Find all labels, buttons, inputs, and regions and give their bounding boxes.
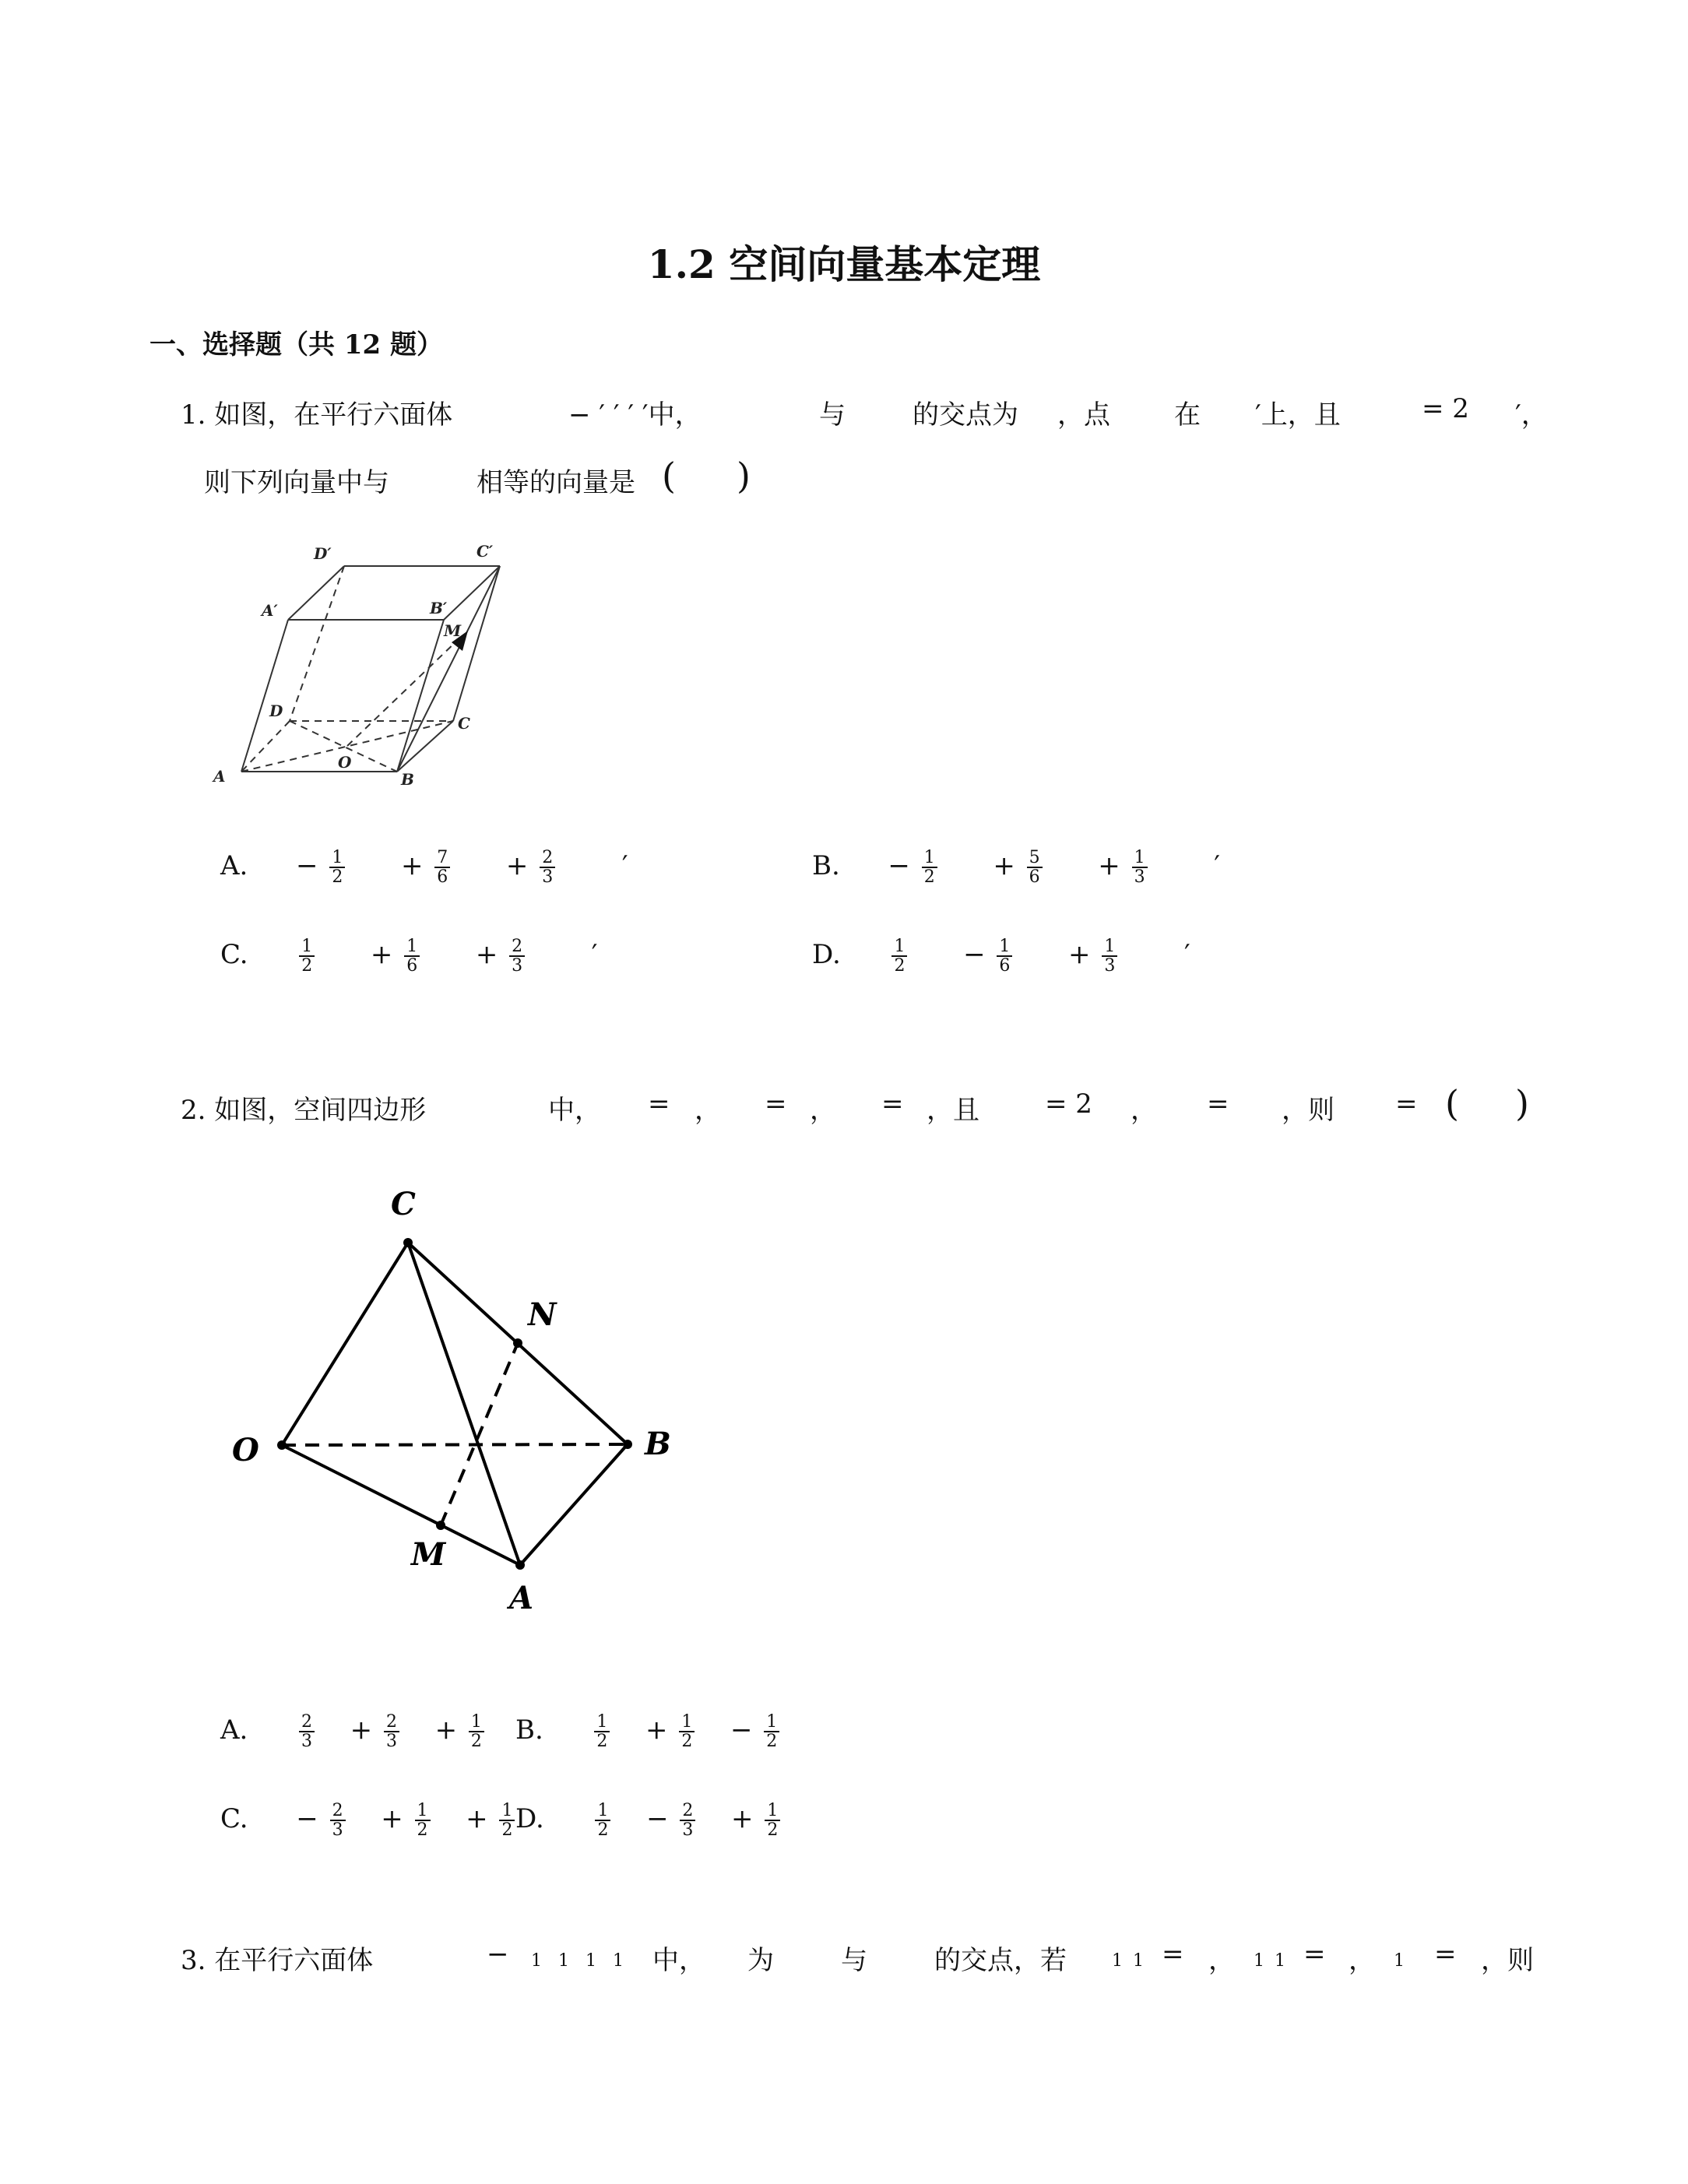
label-N: N	[528, 1296, 557, 1333]
q2-text-10: ，	[1131, 1095, 1157, 1126]
prime-mark: ′	[1183, 939, 1190, 971]
q1-text-10: 则下列向量中与	[204, 467, 389, 498]
option-label: D.	[812, 939, 841, 971]
q2-text-1: 2. 如图，空间四边形	[181, 1095, 427, 1126]
q3-text-4: 为	[747, 1945, 774, 1976]
fraction: $\frac{1}{2}$	[922, 849, 937, 886]
label-D: D	[269, 702, 283, 720]
q1-text-3: 与	[819, 399, 846, 431]
fraction: $\frac{1}{2}$	[595, 1802, 610, 1839]
label-O: O	[338, 753, 352, 772]
q2-text-2: 中，	[548, 1095, 601, 1126]
edge-DpD	[290, 566, 344, 721]
point-A	[515, 1560, 525, 1570]
q1-option-c[interactable]	[220, 937, 597, 975]
q1-text-2: − ′ ′ ′ ′中，	[568, 399, 702, 431]
sign: +	[370, 939, 393, 971]
q1-text-11: 相等的向量是	[477, 467, 635, 498]
q1-text-7: ′上，且	[1255, 399, 1341, 431]
point-O	[277, 1440, 287, 1450]
option-label: A.	[220, 850, 248, 882]
option-label: C.	[220, 939, 248, 971]
fraction: $\frac{1}{2}$	[594, 1713, 610, 1750]
q1-text-5: ，点	[1057, 399, 1110, 431]
edge-ApA	[241, 620, 288, 772]
sign: +	[475, 939, 498, 971]
sign: +	[350, 1714, 373, 1746]
option-label: D.	[515, 1803, 544, 1835]
edge-ApDp	[288, 566, 344, 620]
label-Bp: B′	[430, 599, 448, 617]
q2-option-d[interactable]	[515, 1802, 783, 1839]
fraction: $\frac{2}{3}$	[540, 849, 555, 886]
q2-text-7: =	[881, 1088, 904, 1120]
fraction: $\frac{2}{3}$	[330, 1802, 346, 1839]
q2-text-3: =	[648, 1088, 670, 1120]
point-C	[403, 1238, 413, 1247]
q2-answer-paren-open: (	[1445, 1082, 1459, 1124]
edge-AB	[520, 1444, 628, 1565]
q2-option-c[interactable]	[220, 1802, 518, 1839]
fraction: $\frac{1}{2}$	[764, 1713, 779, 1750]
label-B: B	[401, 770, 414, 789]
sign: −	[963, 939, 986, 971]
fraction: $\frac{1}{2}$	[469, 1713, 484, 1750]
q1-text-9: ′，	[1515, 399, 1548, 431]
sign: +	[731, 1803, 754, 1835]
fraction: $\frac{1}{2}$	[679, 1713, 695, 1750]
label-A: A	[213, 767, 226, 786]
q3-text-7: =	[1162, 1939, 1184, 1970]
q2-text-4: ，	[695, 1095, 721, 1126]
edge-BpB	[397, 620, 444, 772]
q1-text-6: 在	[1174, 399, 1201, 431]
prime-mark: ′	[591, 939, 598, 971]
fraction: $\frac{1}{6}$	[997, 937, 1012, 975]
q3-text-6: 的交点，若	[934, 1945, 1067, 1976]
q2-text-6: ，	[810, 1095, 836, 1126]
fraction: $\frac{1}{6}$	[404, 937, 420, 975]
fraction: $\frac{2}{3}$	[509, 937, 525, 975]
sign: −	[888, 850, 910, 882]
fraction: $\frac{1}{2}$	[329, 849, 345, 886]
label-C: C	[391, 1186, 416, 1222]
q3-text-11: =	[1434, 1939, 1457, 1970]
q2-text-12: ，则	[1282, 1095, 1335, 1126]
q2-option-b[interactable]	[515, 1713, 782, 1750]
q3-text-9: =	[1303, 1939, 1326, 1970]
fraction: $\frac{2}{3}$	[680, 1802, 695, 1839]
q1-option-d[interactable]	[812, 937, 1190, 975]
sign: +	[645, 1714, 668, 1746]
fraction: $\frac{1}{2}$	[415, 1802, 431, 1839]
prime-mark: ′	[621, 850, 628, 882]
q1-text-8: = 2	[1422, 393, 1469, 424]
label-Dp: D′	[314, 544, 332, 563]
q1-option-b[interactable]	[812, 849, 1220, 886]
q3-subscripts-3: 1 1	[1254, 1951, 1285, 1971]
fraction: $\frac{7}{6}$	[434, 849, 450, 886]
sign: −	[296, 1803, 318, 1835]
prime-mark: ′	[1214, 850, 1220, 882]
label-M: M	[411, 1536, 446, 1573]
q1-answer-paren-open: (	[662, 455, 676, 497]
q2-text-5: =	[765, 1088, 787, 1120]
sign: +	[1068, 939, 1091, 971]
fraction: $\frac{2}{3}$	[384, 1713, 399, 1750]
q3-text-5: 与	[841, 1945, 867, 1976]
q3-subscripts-4: 1	[1394, 1951, 1405, 1971]
sign: −	[730, 1714, 753, 1746]
fraction: $\frac{1}{2}$	[299, 937, 315, 975]
label-B: B	[645, 1426, 671, 1462]
sign: +	[993, 850, 1015, 882]
point-N	[513, 1338, 522, 1348]
fraction: $\frac{1}{3}$	[1132, 849, 1148, 886]
edge-OB	[282, 1444, 628, 1445]
q3-text-3: 中，	[652, 1945, 705, 1976]
q3-text-1: 3. 在平行六面体	[181, 1945, 374, 1976]
edge-OC	[282, 1243, 408, 1445]
section-heading: 一、选择题（共 12 题）	[149, 329, 443, 360]
q2-answer-paren-close: )	[1515, 1082, 1529, 1124]
q3-text-2: −	[487, 1939, 509, 1970]
sign: −	[296, 850, 318, 882]
q2-option-a[interactable]	[220, 1713, 487, 1750]
option-label: B.	[812, 850, 840, 882]
q1-text-4: 的交点为	[913, 399, 1018, 431]
label-A: A	[509, 1580, 534, 1616]
q2-text-9: = 2	[1045, 1088, 1092, 1120]
q1-text-1: 1. 如图，在平行六面体	[181, 399, 453, 431]
fraction: $\frac{5}{6}$	[1027, 849, 1043, 886]
q1-option-a[interactable]	[220, 849, 628, 886]
sign: +	[400, 850, 424, 882]
sign: +	[1098, 850, 1120, 882]
sign: −	[646, 1803, 669, 1835]
edge-BCp	[397, 566, 500, 772]
label-M: M	[444, 621, 462, 640]
q3-text-10: ，	[1349, 1945, 1375, 1976]
sign: +	[466, 1803, 488, 1835]
q2-text-11: =	[1207, 1088, 1229, 1120]
q2-text-8: ，且	[927, 1095, 979, 1126]
sign: +	[434, 1714, 458, 1746]
label-Cp: C′	[477, 542, 494, 561]
fraction: $\frac{1}{3}$	[1102, 937, 1117, 975]
option-label: A.	[220, 1714, 248, 1746]
fraction: $\frac{1}{2}$	[891, 937, 907, 975]
fraction: $\frac{1}{2}$	[499, 1802, 515, 1839]
q3-text-12: ，则	[1481, 1945, 1534, 1976]
q2-text-13: =	[1395, 1088, 1418, 1120]
fraction: $\frac{2}{3}$	[299, 1713, 315, 1750]
page-title: 1.2 空间向量基本定理	[647, 241, 1041, 287]
sign: +	[505, 850, 529, 882]
label-Ap: A′	[262, 601, 278, 620]
label-O: O	[232, 1432, 259, 1468]
label-C: C	[458, 714, 470, 733]
q1-parallelepiped-figure	[202, 537, 529, 794]
option-label: C.	[220, 1803, 248, 1835]
sign: +	[381, 1803, 403, 1835]
q1-answer-paren-close: )	[737, 455, 751, 497]
q2-tetrahedron-figure	[218, 1176, 701, 1627]
fraction: $\frac{1}{2}$	[765, 1802, 780, 1839]
point-B	[623, 1440, 632, 1449]
q3-subscripts-2: 1 1	[1112, 1951, 1144, 1971]
q3-text-8: ，	[1208, 1945, 1235, 1976]
point-M	[436, 1521, 445, 1530]
q3-subscripts-1: 1 1 1 1	[531, 1951, 624, 1971]
option-label: B.	[515, 1714, 543, 1746]
